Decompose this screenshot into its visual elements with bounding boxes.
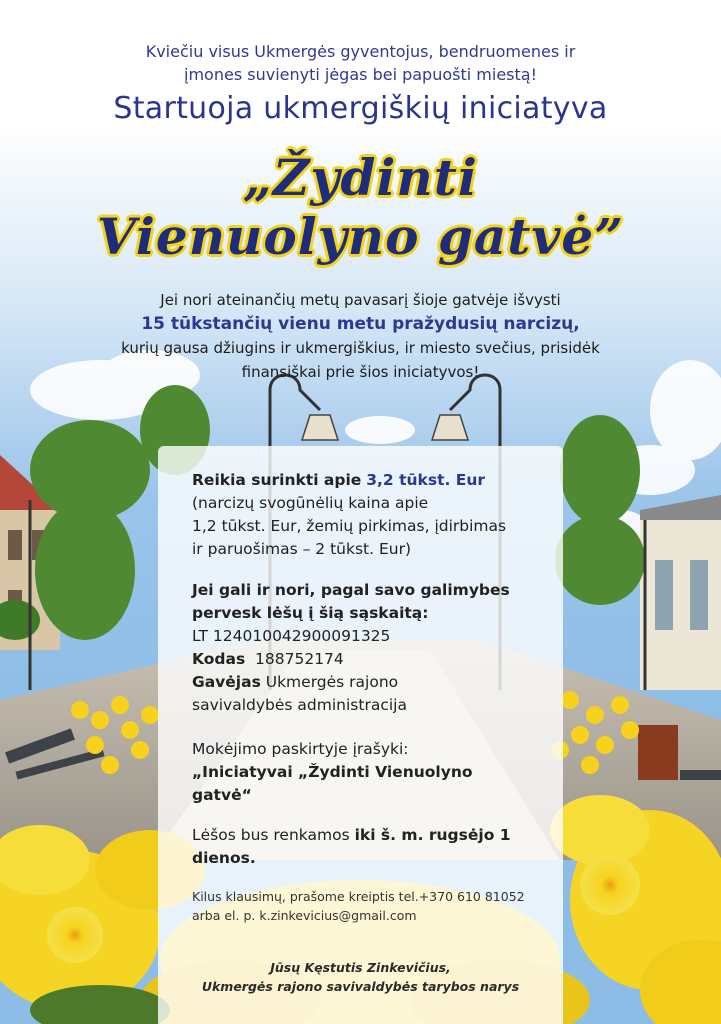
description-highlight: 15 tūkstančių vienu metu pražydusių narcizų, bbox=[141, 314, 580, 334]
transfer-line-1: Jei gali ir nori, pagal savo galimybes bbox=[192, 581, 510, 599]
funding-need bbox=[192, 469, 537, 561]
need-amount: 3,2 tūkst. Eur bbox=[366, 471, 486, 489]
recipient-value-1: Ukmergės rajono bbox=[265, 673, 399, 691]
title-line-1: „Žydinti bbox=[243, 148, 478, 207]
signature-name: Jūsų Kęstutis Zinkevičius, bbox=[270, 960, 451, 975]
description-line-3: kurių gausa džiugins ir ukmergiškius, ir miesto svečius, prisidėk bbox=[121, 339, 600, 357]
code-value: 188752174 bbox=[255, 650, 344, 668]
signature bbox=[158, 958, 563, 996]
payment-purpose bbox=[192, 738, 537, 807]
deadline bbox=[192, 824, 537, 870]
code-label: Kodas bbox=[192, 650, 246, 668]
deadline-bold-2: dienos. bbox=[192, 849, 256, 867]
intro-text bbox=[0, 40, 721, 86]
signature-role: Ukmergės rajono savivaldybės tarybos narys bbox=[201, 979, 520, 994]
need-detail-3: ir paruošimas – 2 tūkst. Eur) bbox=[192, 540, 411, 558]
account-number: LT 124010042900091325 bbox=[192, 627, 391, 645]
need-detail-2: 1,2 tūkst. Eur, žemių pirkimas, įdirbimas bbox=[192, 517, 507, 535]
recipient-label: Gavėjas bbox=[192, 673, 261, 691]
contact-line-1: Kilus klausimų, prašome kreiptis tel.+370 610 81052 bbox=[192, 889, 525, 904]
deadline-prefix: Lėšos bus renkamos bbox=[192, 826, 350, 844]
recipient-value-2: savivaldybės administracija bbox=[192, 696, 407, 714]
trash-bin bbox=[638, 725, 678, 780]
description-line-4: finansiškai prie šios iniciatyvos! bbox=[241, 363, 480, 381]
purpose-label: Mokėjimo paskirtyje įrašyki: bbox=[192, 740, 409, 758]
deadline-bold-1: iki š. m. rugsėjo 1 bbox=[354, 826, 511, 844]
description bbox=[0, 288, 721, 384]
contact-line-2: arba el. p. k.zinkevicius@gmail.com bbox=[192, 908, 417, 923]
need-prefix: Reikia surinkti apie bbox=[192, 471, 362, 489]
contact-info bbox=[192, 887, 537, 925]
intro-line-2: įmones suvienyti jėgas bei papuošti miestą! bbox=[184, 65, 537, 84]
purpose-value-1: „Iniciatyvai „Žydinti Vienuolyno bbox=[192, 763, 473, 781]
title-line-2: Vienuolyno gatvė” bbox=[96, 207, 624, 266]
intro-line-1: Kviečiu visus Ukmergės gyventojus, bendruomenes ir bbox=[145, 42, 576, 61]
description-line-1: Jei nori ateinančių metų pavasarį šioje gatvėje išvysti bbox=[160, 291, 561, 309]
right-building bbox=[640, 495, 721, 690]
purpose-value-2: gatvė“ bbox=[192, 786, 252, 804]
headline: Startuoja ukmergiškių iniciatyva bbox=[113, 91, 608, 126]
bank-details bbox=[192, 579, 537, 717]
transfer-line-2: pervesk lėšų į šią sąskaitą: bbox=[192, 604, 429, 622]
need-detail-1: (narcizų svogūnėlių kaina apie bbox=[192, 494, 429, 512]
